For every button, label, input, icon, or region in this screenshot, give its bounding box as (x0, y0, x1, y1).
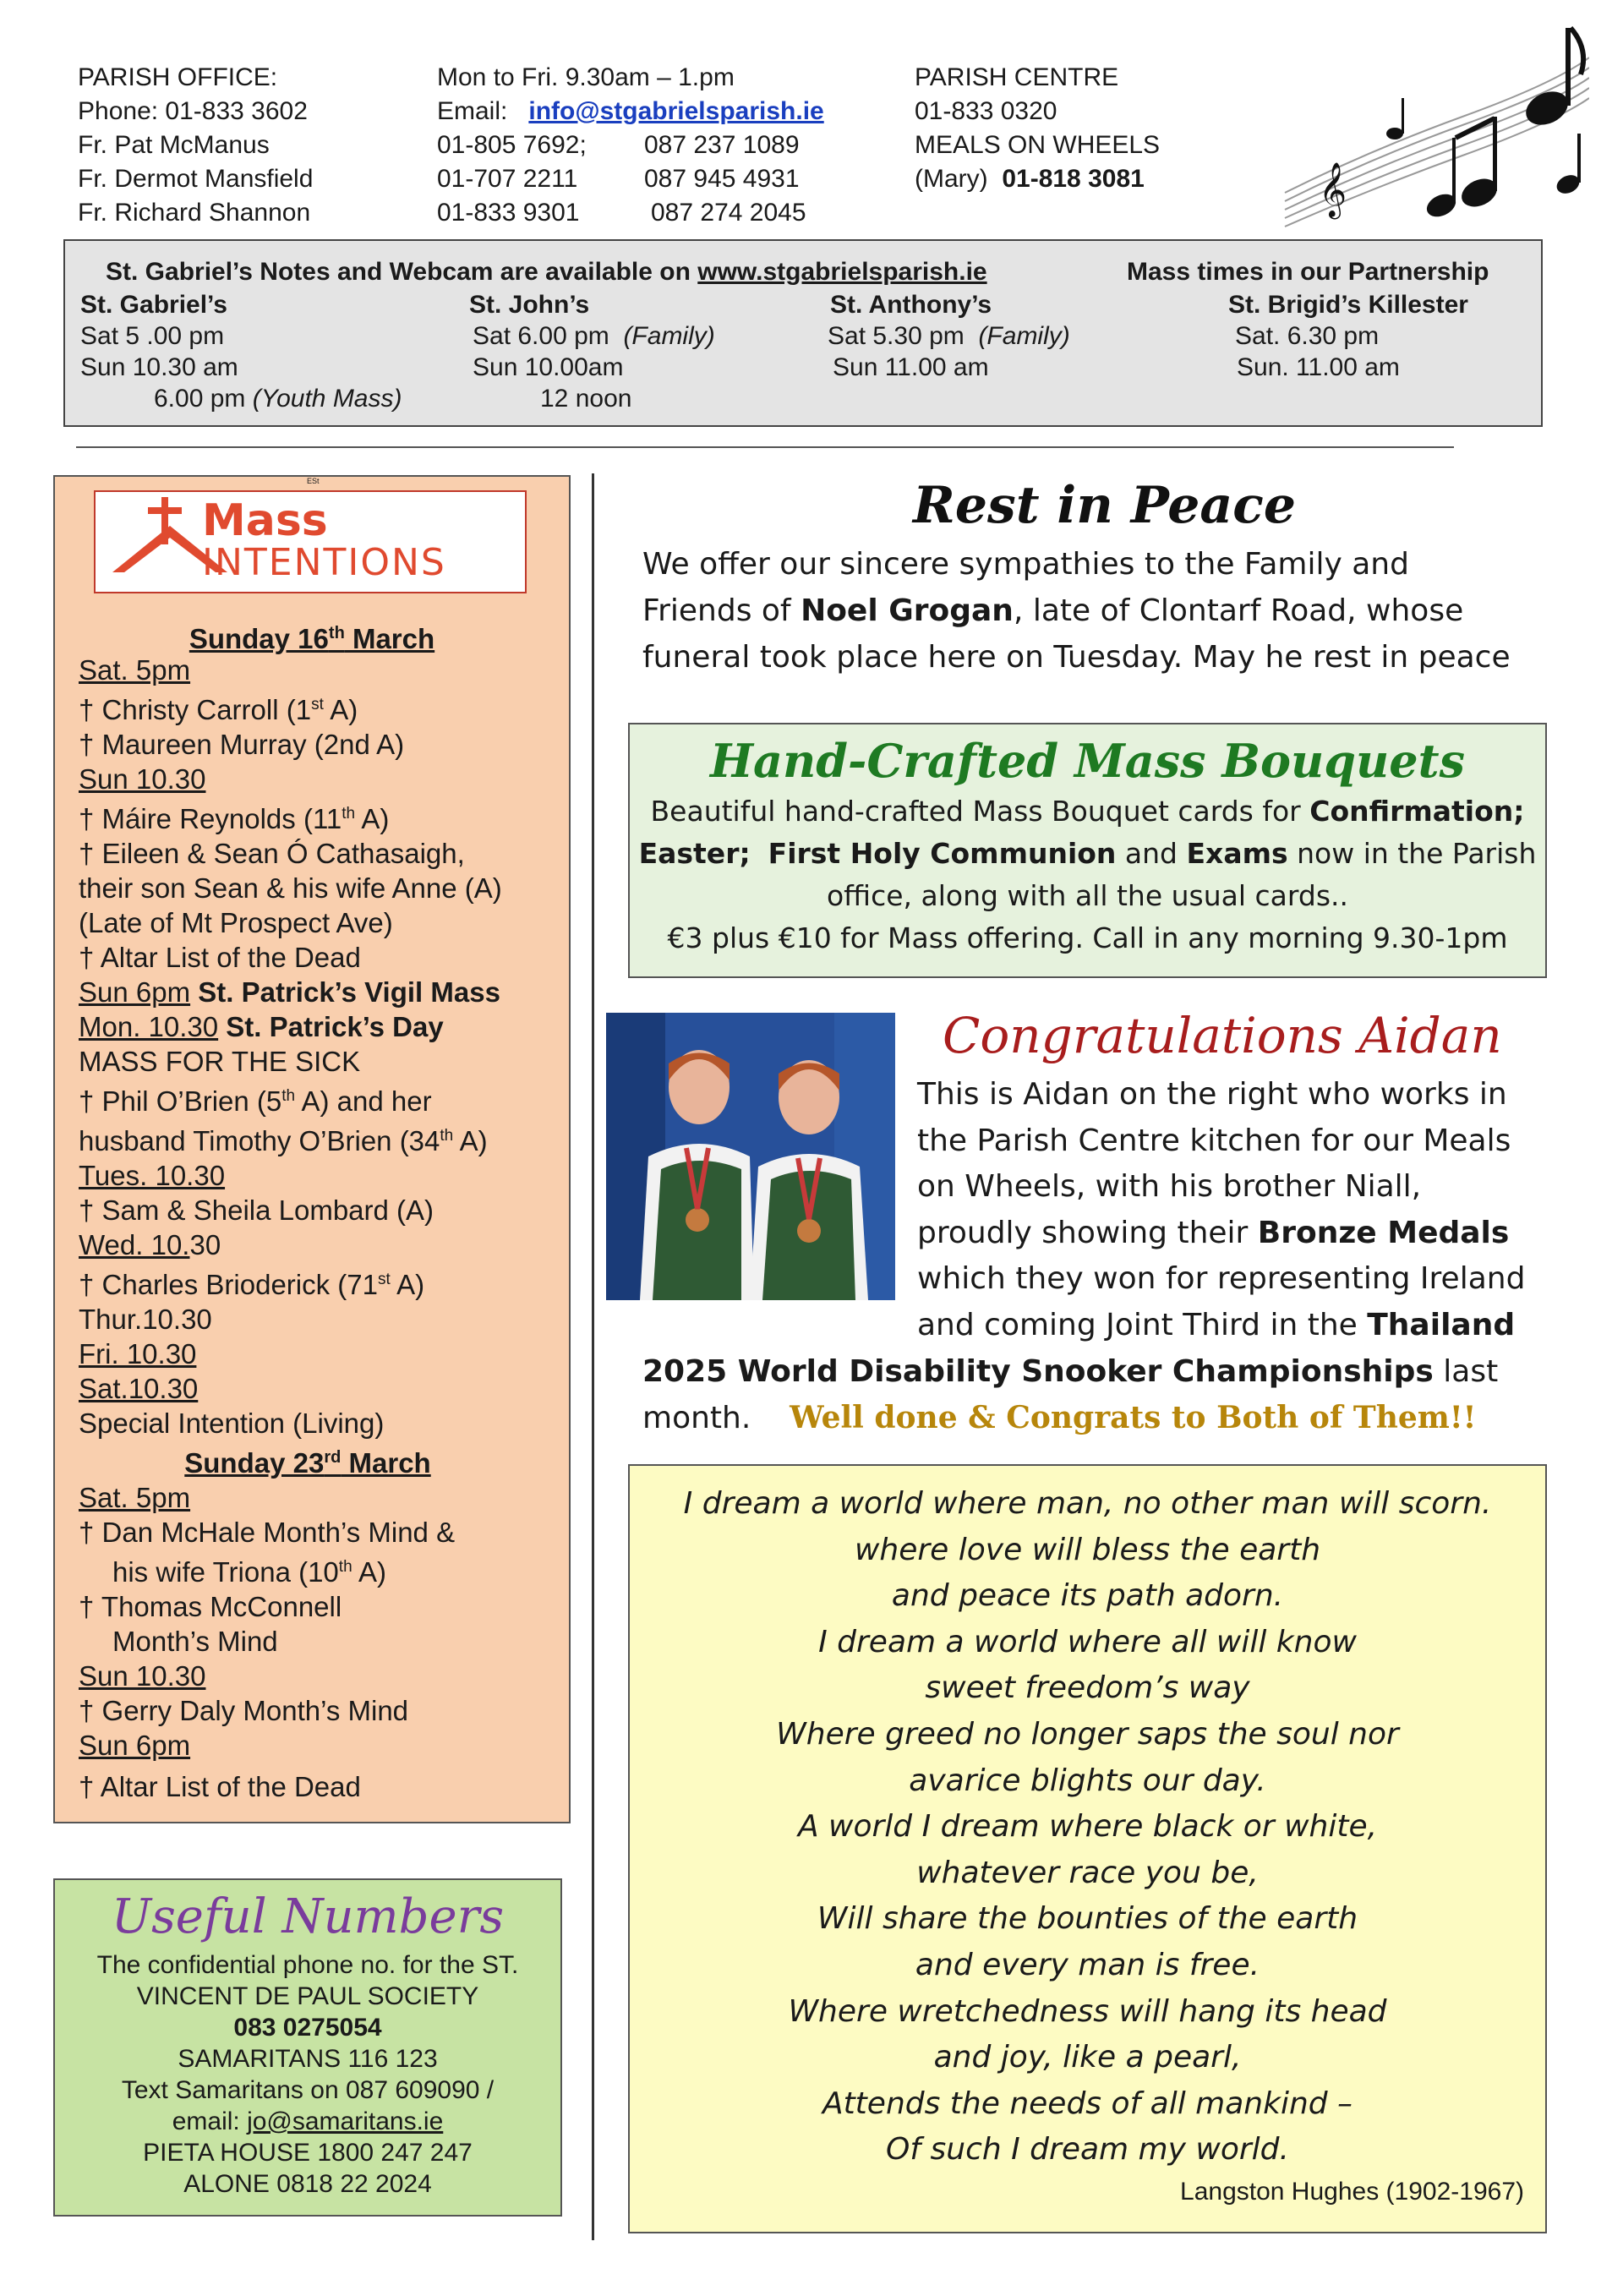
mass-bouquets-title: Hand-Crafted Mass Bouquets (710, 734, 1465, 788)
list-item: MASS FOR THE SICK (79, 1046, 361, 1077)
church-time: Sat. 6.30 pm (1235, 322, 1380, 350)
list-item: Sun 10.30 (79, 763, 206, 795)
priest-name: Fr. Pat McManus (78, 131, 270, 159)
church-time: 6.00 pm (154, 385, 246, 413)
priest-mobile: 087 274 2045 (651, 199, 806, 227)
rest-in-peace-title: Rest in Peace (913, 476, 1296, 535)
congratulations-tail: 2025 World Disability Snooker Championships last month. Well done & Congrats to Both of Them!! (642, 1354, 1499, 1435)
list-item: Sun 10.30 (79, 1660, 206, 1692)
church-name: St. Gabriel’s (80, 291, 227, 319)
church-time: Sun 10.30 am (80, 353, 238, 381)
parish-centre-label: PARISH CENTRE (915, 63, 1119, 91)
pieta-house-line: PIETA HOUSE 1800 247 247 (143, 2139, 473, 2167)
list-item: Tues. 10.30 (79, 1160, 226, 1191)
church-time: Sat 5.30 pm (828, 322, 965, 350)
svg-text:𝄞: 𝄞 (1319, 162, 1347, 217)
poem-box (628, 1464, 1547, 2233)
list-item: Sat.10.30 (79, 1373, 199, 1404)
priest-mobile: 087 237 1089 (644, 131, 800, 159)
divider-line (76, 446, 1454, 448)
church-name: St. Anthony’s (830, 291, 992, 319)
congratulations-title: Congratulations Aidan (943, 1007, 1502, 1064)
mass-intentions-panel (53, 475, 571, 1823)
parish-website-link[interactable]: www.stgabrielsparish.ie (697, 258, 987, 286)
list-item: Wed. 10.30 (79, 1229, 221, 1260)
church-time: Sun 10.00am (473, 353, 624, 381)
list-item: (Late of Mt Prospect Ave) (79, 907, 393, 938)
logo-word-intentions: INTENTIONS (202, 541, 446, 584)
church-time-note: (Family) (623, 322, 715, 350)
webcam-notice (106, 256, 987, 287)
column-divider (592, 473, 594, 2240)
aidan-niall-photo (606, 1013, 895, 1300)
rest-in-peace-body: We offer our sincere sympathies to the Family and Friends of Noel Grogan, late of Clontarf Road, whose funeral took place here on Tuesday. May he rest in peace (642, 541, 1555, 681)
parish-office-phone: Phone: 01-833 3602 (78, 97, 308, 125)
church-time: 12 noon (540, 385, 632, 413)
church-time-note: (Youth Mass) (252, 385, 402, 413)
priest-phone: 01-707 2211 (437, 165, 578, 193)
intentions-list-week1 (79, 653, 560, 1804)
poem-lines: I dream a world where man, no other man will scorn. where love will bless the earth and peace its path adorn. I dream a world where all will know sweet freedom’s way Where greed no longer saps the soul nor avarice blights our day. A world I dream where black or white, whatever race you be, Will share the bounties of the earth and every man is free. Where wretchedness will hang its head and joy, like a pearl, Attends the needs of all mankind – Of such I dream my world. (683, 1486, 1492, 2168)
list-item: Sat. 5pm (79, 1482, 191, 1513)
svp-phone: 083 0275054 (233, 2014, 382, 2042)
deceased-name: Noel Grogan (801, 593, 1014, 628)
list-item: † Sam & Sheila Lombard (A) (79, 1194, 434, 1226)
poem-author: Langston Hughes (1902-1967) (1180, 2178, 1524, 2206)
sunday-heading-text: Sunday 16 (189, 623, 329, 654)
bouquets-price-line: €3 plus €10 for Mass offering. Call in any morning 9.30-1pm (667, 921, 1508, 954)
samaritans-text-line: Text Samaritans on 087 609090 / (121, 2076, 495, 2104)
meals-on-wheels-label: MEALS ON WHEELS (915, 131, 1161, 159)
priest-phone: 01-805 7692; (437, 131, 587, 159)
list-item: † Altar List of the Dead (79, 1771, 361, 1802)
office-hours-block (437, 61, 824, 230)
parish-email-link[interactable]: info@stgabrielsparish.ie (528, 97, 824, 125)
sunday-heading-month: March (344, 623, 435, 654)
church-name: St. John’s (469, 291, 590, 319)
list-item: † Altar List of the Dead (79, 942, 361, 973)
list-item: Special Intention (Living) (79, 1408, 385, 1439)
meals-contact-name: (Mary) (915, 165, 988, 193)
sunday-heading-sup: th (328, 624, 345, 642)
list-item: † Christy Carroll (1st A) (79, 694, 358, 725)
list-item: Sun 6pm St. Patrick’s Vigil Mass (79, 976, 500, 1008)
list-item: † Phil O’Brien (5th A) and her (79, 1085, 432, 1117)
priest-name: Fr. Dermot Mansfield (78, 165, 314, 193)
sunday-heading: Sunday 23rd March (184, 1447, 431, 1479)
church-time-note: (Family) (978, 322, 1070, 350)
list-item: † Charles Brioderick (71st A) (79, 1269, 425, 1300)
email-label: Email: (437, 97, 508, 125)
church-time: Sun. 11.00 am (1237, 353, 1400, 381)
list-item: his wife Triona (10th A) (112, 1556, 387, 1588)
rip-line: funeral took place here on Tuesday. May he rest in peace (642, 640, 1511, 675)
music-notes-illustration (1268, 24, 1589, 239)
list-item: Thur.10.30 (79, 1304, 212, 1335)
office-hours: Mon to Fri. 9.30am – 1.pm (437, 63, 735, 91)
samaritans-line: SAMARITANS 116 123 (178, 2045, 438, 2073)
well-done-message: Well done & Congrats to Both of Them!! (790, 1400, 1477, 1435)
church-time: Sun 11.00 am (833, 353, 989, 381)
samaritans-email-link[interactable]: jo@samaritans.ie (247, 2107, 444, 2135)
parish-office-block (78, 61, 313, 230)
samaritans-email-label: email: (172, 2107, 248, 2135)
useful-numbers-title: Useful Numbers (111, 1889, 505, 1944)
list-item: Sat. 5pm (79, 654, 191, 686)
list-item: † Máire Reynolds (11th A) (79, 803, 390, 834)
priest-phone: 01-833 9301 (437, 199, 580, 227)
church-time: Sat 6.00 pm (473, 322, 609, 350)
church-name: St. Brigid’s Killester (1228, 291, 1468, 319)
webcam-notice-text: St. Gabriel’s Notes and Webcam are available on (106, 258, 698, 286)
meals-contact-phone: 01-818 3081 (1002, 165, 1145, 193)
congratulations-body: This is Aidan on the right who works in the Parish Centre kitchen for our Meals on Wheels, with his brother Niall, proudly showing their Bronze Medals which they won for representing Ireland and coming Joint Third in the Thailand (917, 1077, 1526, 1342)
list-item: † Eileen & Sean Ó Cathasaigh, (79, 838, 465, 869)
parish-office-label: PARISH OFFICE: (78, 63, 278, 91)
alone-line: ALONE 0818 22 2024 (183, 2170, 432, 2198)
priest-name: Fr. Richard Shannon (78, 199, 311, 227)
useful-numbers-panel (53, 1878, 562, 2217)
svp-line: VINCENT DE PAUL SOCIETY (136, 1982, 479, 2010)
list-item: † Dan McHale Month’s Mind & (79, 1517, 456, 1548)
list-item: their son Sean & his wife Anne (A) (79, 872, 502, 904)
partnership-label: Mass times in our Partnership (1127, 258, 1489, 286)
mass-times-box (63, 239, 1543, 427)
list-item: husband Timothy O’Brien (34th A) (79, 1125, 488, 1156)
priest-mobile: 087 945 4931 (644, 165, 800, 193)
list-item: Month’s Mind (112, 1626, 278, 1657)
mass-intentions-logo (94, 490, 527, 593)
church-time: Sat 5 .00 pm (80, 322, 225, 350)
parish-centre-phone: 01-833 0320 (915, 97, 1057, 125)
list-item: Sun 6pm (79, 1730, 191, 1761)
list-item: † Maureen Murray (2nd A) (79, 729, 405, 760)
logo-tag: ESt (307, 477, 320, 485)
list-item: Fri. 10.30 (79, 1338, 197, 1369)
list-item: † Thomas McConnell (79, 1591, 342, 1622)
logo-word-mass: Mass (202, 495, 328, 546)
rip-line: We offer our sincere sympathies to the Family and (642, 547, 1409, 582)
bouquets-line: office, along with all the usual cards.. (826, 879, 1349, 912)
parish-centre-block (915, 61, 1160, 196)
list-item: Mon. 10.30 St. Patrick’s Day (79, 1011, 444, 1042)
mass-bouquets-box: Hand-Crafted Mass Bouquets Beautiful hand-crafted Mass Bouquet cards for Confirmation; Easter; First Holy Communion and Exams now in the Parish office, along with all the usual cards.. €3 plus €10 for Mass offering. Call in any morning 9.30-1pm (628, 723, 1547, 978)
list-item: † Gerry Daly Month’s Mind (79, 1695, 409, 1726)
svp-line: The confidential phone no. for the ST. (96, 1951, 519, 1979)
sunday-heading (55, 616, 569, 656)
brothers-medal-photo (606, 1013, 895, 1300)
